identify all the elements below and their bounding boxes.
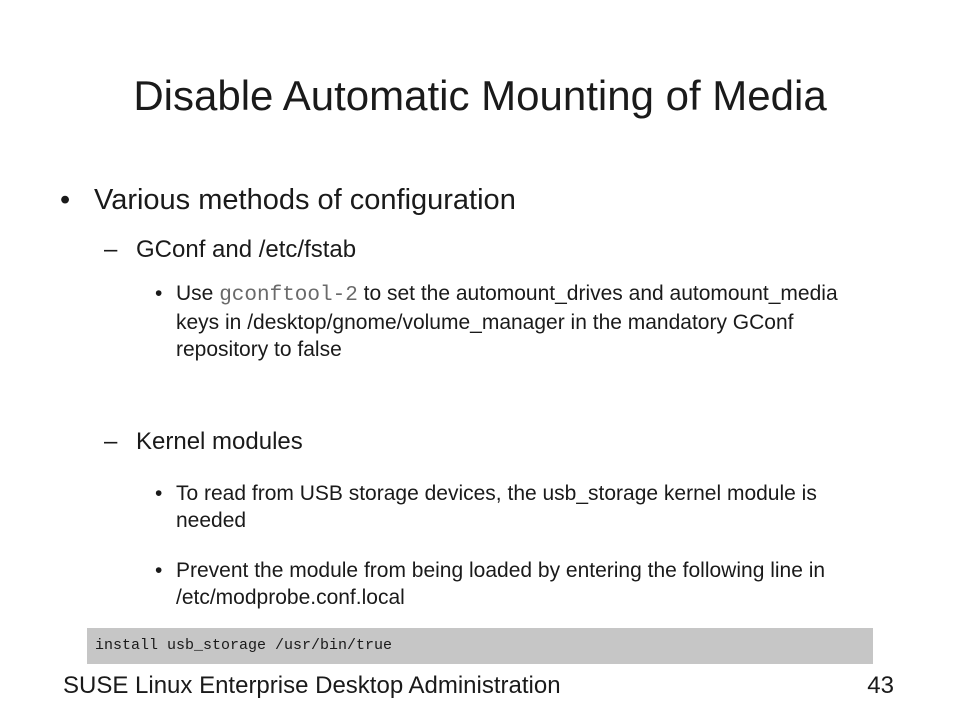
footer-course-title: SUSE Linux Enterprise Desktop Administration [63,672,561,699]
dash-icon: – [104,428,118,455]
point-text: To read from USB storage devices, the usb_storage kernel module is needed [176,482,817,532]
point-text [176,280,856,363]
bullet-icon: • [60,184,71,216]
bullet-icon: • [155,282,163,305]
dash-icon: – [104,236,118,263]
sub-item-text: Kernel modules [136,428,303,455]
code-line: install usb_storage /usr/bin/true [95,637,393,654]
bullet-icon: • [155,482,163,505]
sub-item-text: GConf and /etc/fstab [136,236,357,263]
bullet-icon: • [155,559,163,582]
point-text: Prevent the module from being loaded by entering the following line in /etc/modprobe.conf.local [176,559,826,609]
page-number: 43 [867,672,894,699]
bullet-text: Various methods of configuration [94,184,516,216]
point-prefix: Use [176,282,220,305]
inline-code: gconftool-2 [219,284,358,307]
point-suffix: to set the automount_drives and automount_media keys in /desktop/gnome/volume_manager in the mandatory GConf repository to false [176,282,838,361]
code-block [87,628,873,664]
slide-title: Disable Automatic Mounting of Media [133,72,827,119]
